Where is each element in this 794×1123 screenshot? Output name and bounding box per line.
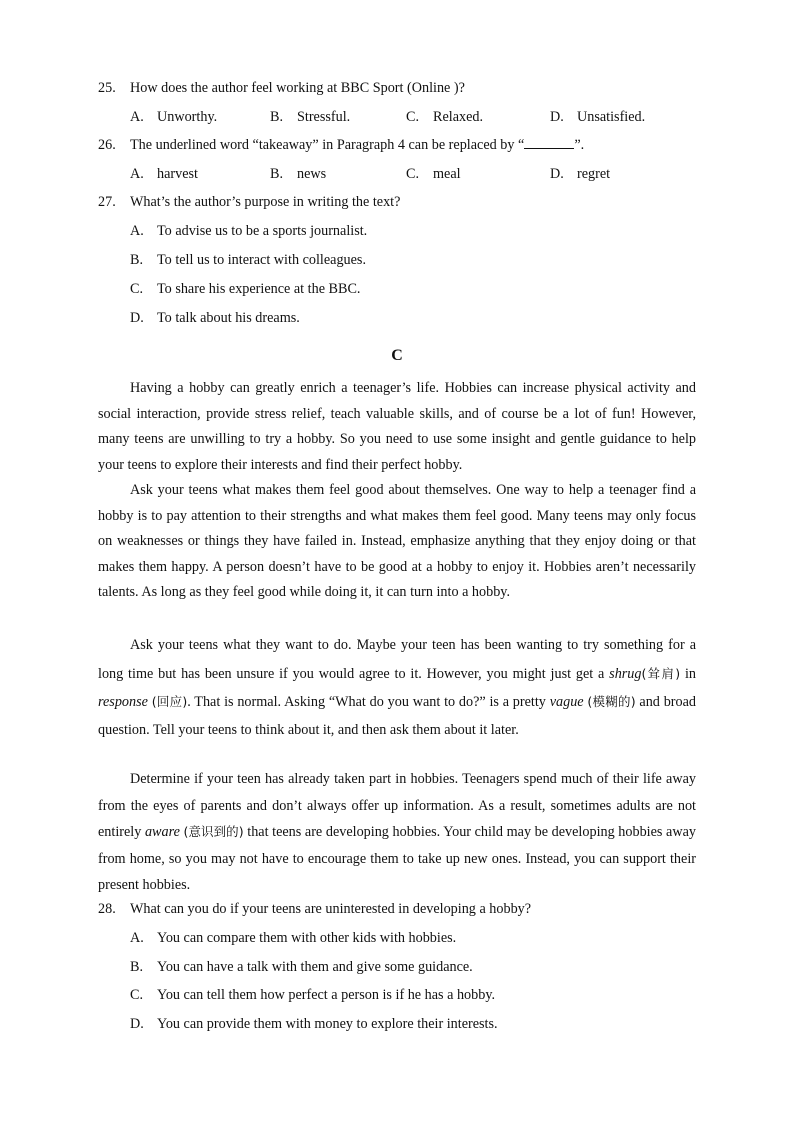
q25-option-c (406, 107, 483, 127)
question-number: 26. (98, 137, 116, 153)
option-letter: B. (270, 109, 284, 125)
q26-option-b (270, 164, 326, 184)
q28-option-b (130, 957, 473, 977)
option-letter: A. (130, 166, 144, 182)
question-stem: What’s the author’s purpose in writing the text? (130, 194, 401, 210)
passage-paragraph-1 (98, 376, 696, 478)
option-letter: A. (130, 109, 144, 125)
option-text: Stressful. (297, 109, 351, 125)
option-text: To tell us to interact with colleagues. (157, 252, 367, 268)
option-letter: B. (130, 252, 144, 268)
text-segment: that teens are developing hobbies. Your child may be developing hobbies away from home, so you may not have to encourage them to take up new ones. Instead, you can support their present hobbies. (98, 824, 696, 894)
option-text: Relaxed. (433, 109, 484, 125)
option-text: meal (433, 166, 461, 182)
vocab-gloss: (模糊的) (587, 694, 636, 709)
option-text: You can tell them how perfect a person is if he has a hobby. (157, 987, 496, 1003)
vocab-gloss: (意识到的) (183, 824, 244, 840)
vocab-gloss: (耸肩) (641, 665, 681, 681)
vocab-gloss: (回应) (151, 694, 188, 709)
option-letter: C. (406, 109, 420, 125)
question-25 (98, 78, 465, 98)
option-text: You can compare them with other kids with hobbies. (157, 930, 457, 946)
paragraph-text: Ask your teens what makes them feel good about themselves. One way to help a teenager find a hobby is to pay attention to their strengths and what makes them feel good. Many teens may only focus on weaknesses or things they have failed in. Instead, emphasize anything that they enjoy doing or that makes them happy. A person doesn’t have to be good at a hobby to enjoy it. Hobbies aren’t necessarily talents. As long as they feel good while doing it, it can turn into a hobby. (98, 482, 696, 601)
vocab-word: shrug (609, 665, 642, 682)
answer-blank (524, 135, 574, 149)
question-26 (98, 135, 584, 155)
vocab-word: aware (144, 824, 180, 841)
q28-option-d (130, 1014, 498, 1034)
option-letter: C. (406, 166, 420, 182)
text-segment: in (680, 665, 696, 682)
option-text: You can have a talk with them and give some guidance. (157, 959, 473, 975)
q28-option-a (130, 928, 456, 948)
q27-option-b (130, 250, 366, 270)
option-letter: C. (130, 987, 144, 1003)
vocab-word: vague (549, 694, 584, 710)
question-number: 25. (98, 80, 116, 96)
option-text: To talk about his dreams. (157, 310, 300, 326)
q26-option-d (550, 164, 610, 184)
passage-paragraph-4 (98, 766, 696, 899)
q28-option-c (130, 985, 495, 1005)
question-27 (98, 192, 400, 212)
option-letter: B. (130, 959, 144, 975)
question-stem-end: ”. (574, 137, 585, 153)
passage-paragraph-3 (98, 632, 696, 744)
option-text: To advise us to be a sports journalist. (157, 223, 368, 239)
section-heading: C (391, 347, 403, 364)
question-number: 28. (98, 901, 116, 917)
option-letter: D. (130, 310, 144, 326)
option-letter: A. (130, 930, 144, 946)
q27-option-c (130, 279, 360, 299)
question-28 (98, 899, 531, 919)
q25-option-d (550, 107, 645, 127)
text-segment: Determine if your teen has already taken part in hobbies. Teenagers spend much of their life away from the eyes of parents and don’t always offer up information. As a result, sometimes adults are not entirely (98, 771, 696, 841)
question-stem: How does the author feel working at BBC Sport (Online )? (130, 80, 465, 96)
q25-option-b (270, 107, 350, 127)
option-text: You can provide them with money to explore their interests. (157, 1016, 498, 1032)
option-letter: D. (550, 166, 564, 182)
option-letter: A. (130, 223, 144, 239)
option-text: news (297, 166, 327, 182)
q25-option-a (130, 107, 217, 127)
option-text: Unsatisfied. (577, 109, 646, 125)
option-text: To share his experience at the BBC. (157, 281, 361, 297)
option-letter: C. (130, 281, 144, 297)
option-letter: B. (270, 166, 284, 182)
passage-paragraph-2 (98, 478, 696, 606)
option-text: regret (577, 166, 611, 182)
paragraph-text (98, 766, 696, 899)
question-stem: What can you do if your teens are uninterested in developing a hobby? (130, 901, 532, 917)
option-text: Unworthy. (157, 109, 218, 125)
option-letter: D. (130, 1016, 144, 1032)
paragraph-text (98, 632, 696, 744)
text-segment: Ask your teens what they want to do. Maybe your teen has been wanting to try something for a long time but has been unsure if you would agree to it. However, you might just get a (98, 637, 696, 682)
text-segment: and broad question. Tell your teens to think about it, and then ask them about it later. (98, 694, 696, 738)
option-text: harvest (157, 166, 198, 182)
question-number: 27. (98, 194, 116, 210)
vocab-word: response (98, 694, 148, 710)
option-letter: D. (550, 109, 564, 125)
q27-option-a (130, 221, 367, 241)
q26-option-c (406, 164, 461, 184)
paragraph-text: Having a hobby can greatly enrich a teenager’s life. Hobbies can increase physical activity and social interaction, provide stress relief, teach valuable skills, and of course be a lot of fun! However, many teens are unwilling to try a hobby. So you need to use some insight and gentle guidance to help your teens to explore their interests and find their perfect hobby. (98, 380, 696, 473)
q27-option-d (130, 308, 300, 328)
question-stem-start: The underlined word “takeaway” in Paragraph 4 can be replaced by “ (130, 137, 525, 153)
q26-option-a (130, 164, 198, 184)
text-segment: . That is normal. Asking “What do you want to do?” is a pretty (187, 694, 550, 710)
